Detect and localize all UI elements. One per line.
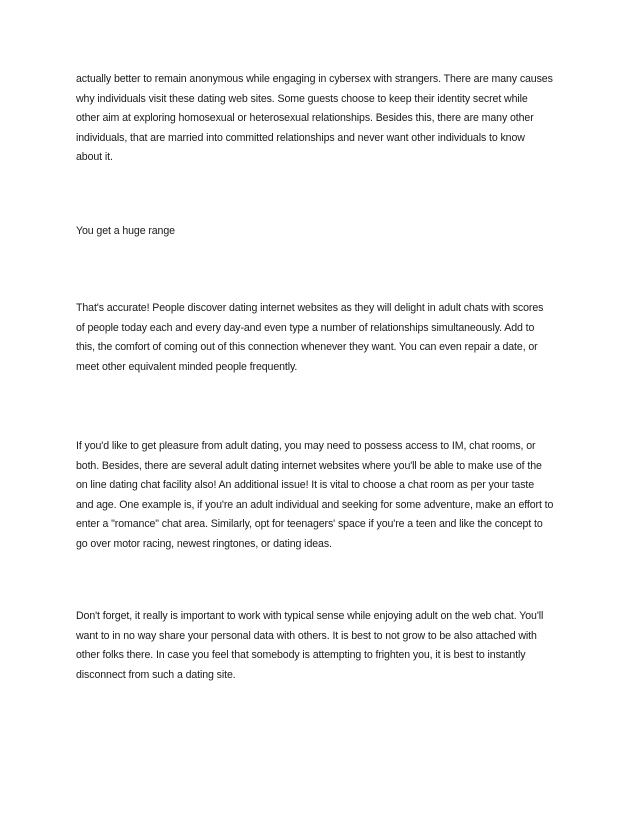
text-line: other aim at exploring homosexual or heterosexual relationships. Besides this, there are many other	[76, 112, 534, 124]
text-line: individuals, that are married into committed relationships and never want other individuals to know	[76, 131, 525, 144]
text-line: both. Besides, there are several adult dating internet websites where you'll be able to make use of the	[76, 459, 542, 472]
paragraph-safety-advice	[76, 607, 576, 685]
text-line: other folks there. In case you feel that somebody is attempting to frighten you, it is best to instantly	[76, 649, 526, 661]
paragraph-adult-dating-access	[76, 437, 576, 554]
text-line: You get a huge range	[76, 225, 175, 237]
paragraph-accurate	[76, 299, 576, 377]
text-line: Don't forget, it really is important to work with typical sense while enjoying adult on the web chat. You'll	[76, 610, 544, 622]
text-line: If you'd like to get pleasure from adult dating, you may need to possess access to IM, chat rooms, or	[76, 440, 536, 452]
text-line: of people today each and every day-and even type a number of relationships simultaneously. Add to	[76, 321, 535, 334]
text-line: That's accurate! People discover dating internet websites as they will delight in adult chats with scores	[76, 302, 544, 314]
paragraph-anonymity	[76, 70, 576, 168]
paragraph-heading-huge-range	[76, 222, 576, 242]
text-line: and age. One example is, if you're an adult individual and seeking for some adventure, make an effort to	[76, 498, 554, 511]
text-line: meet other equivalent minded people frequently.	[76, 360, 298, 373]
text-line: go over motor racing, newest ringtones, or dating ideas.	[76, 537, 332, 550]
text-line: this, the comfort of coming out of this connection whenever they want. You can even repair a date, or	[76, 341, 538, 353]
text-line: want to in no way share your personal data with others. It is best to not grow to be also attached with	[76, 629, 537, 642]
text-line: disconnect from such a dating site.	[76, 668, 236, 681]
text-line: on line dating chat facility also! An additional issue! It is vital to choose a chat room as per your taste	[76, 479, 535, 491]
text-line: about it.	[76, 151, 113, 163]
text-line: enter a "romance" chat area. Similarly, opt for teenagers' space if you're a teen and like the concept to	[76, 518, 543, 530]
text-line: actually better to remain anonymous while engaging in cybersex with strangers. There are many causes	[76, 73, 553, 85]
text-line: why individuals visit these dating web sites. Some guests choose to keep their identity secret while	[76, 92, 528, 105]
